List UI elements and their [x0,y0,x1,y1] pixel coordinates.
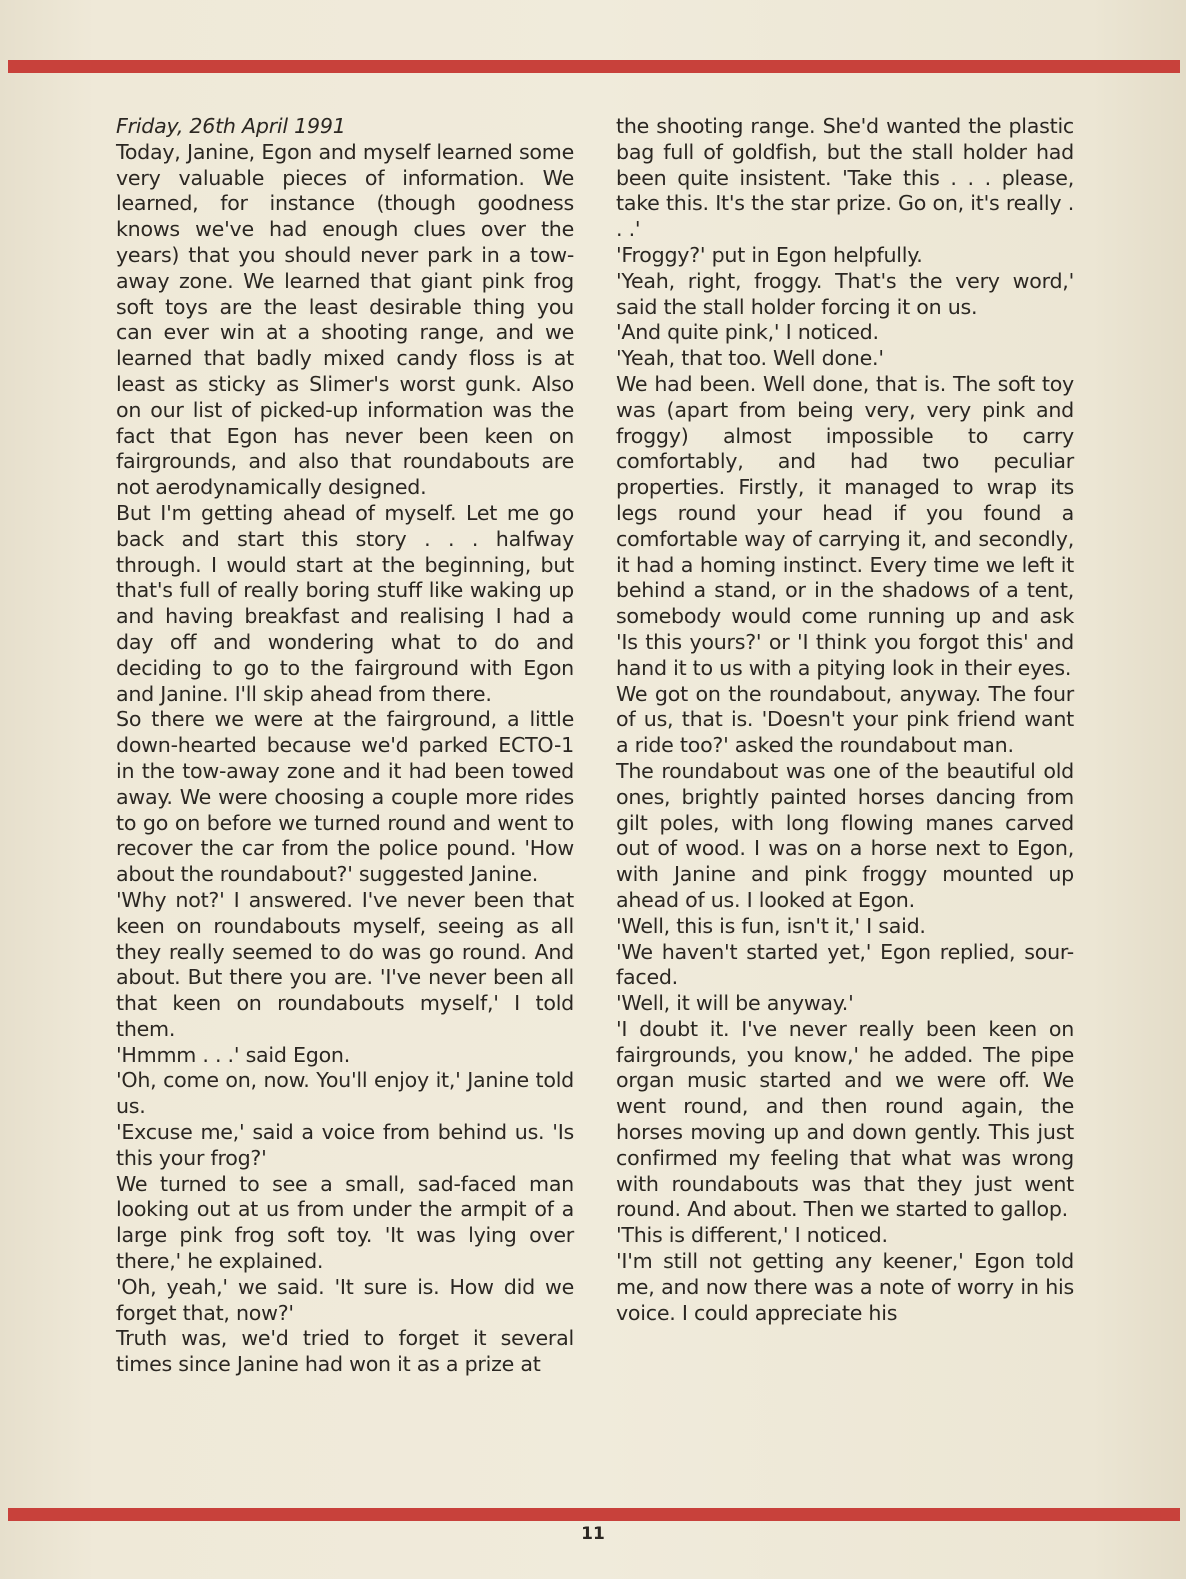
bottom-red-rule [8,1508,1180,1521]
left-column [116,114,574,1378]
paragraph: Today, Janine, Egon and myself learned some very valuable pieces of information. We learned, for instance (though goodness knows we've had enough clues over the years) that you should never park in a tow-away zone. We learned that giant pink frog soft toys are the least desirable thing you can ever win at a shooting range, and we learned that badly mixed candy floss is at least as sticky as Slimer's worst gunk. Also on our list of picked-up information was the fact that Egon has never been keen on fairgrounds, and also that roundabouts are not aerodynamically designed. [116,139,574,500]
paragraph: 'Oh, yeah,' we said. 'It sure is. How did we forget that, now?' [116,1274,574,1325]
paragraph: The roundabout was one of the beautiful old ones, brightly painted horses dancing from gilt poles, with long flowing manes carved out of wood. I was on a horse next to Egon, with Janine and pink froggy mounted up ahead of us. I looked at Egon. [616,758,1074,912]
dateline: Friday, 26th April 1991 [116,114,346,138]
paragraph: We turned to see a small, sad-faced man looking out at us from under the armpit of a large pink frog soft toy. 'It was lying over there,' he explained. [116,1171,574,1274]
paragraph: 'We haven't started yet,' Egon replied, sour-faced. [616,939,1074,990]
paragraph: We had been. Well done, that is. The soft toy was (apart from being very, very pink and froggy) almost impossible to carry comfortably, and had two peculiar properties. Firstly, it managed to wrap its legs round your head if you found a comfortable way of carrying it, and secondly, it had a homing instinct. Every time we left it behind a stand, or in the shadows of a tent, somebody would come running up and ask 'Is this yours?' or 'I think you forgot this' and hand it to us with a pitying look in their eyes. [616,371,1074,680]
paragraph: So there we were at the fairground, a little down-hearted because we'd parked ECTO-1 in the tow-away zone and it had been towed away. We were choosing a couple more rides to go on before we turned round and went to recover the car from the police pound. 'How about the roundabout?' suggested Janine. [116,707,574,887]
paragraph: 'I'm still not getting any keener,' Egon told me, and now there was a note of worry in his voice. I could appreciate his [616,1249,1074,1325]
paragraph: 'Excuse me,' said a voice from behind us. 'Is this your frog?' [116,1120,574,1170]
paragraph: 'This is different,' I noticed. [616,1223,888,1248]
paragraph: the shooting range. She'd wanted the plastic bag full of goldfish, but the stall holder had been quite insistent. 'Take this . . . please, take this. It's the star prize. Go on, it's really . . .' [616,114,1074,242]
right-column [616,114,1074,1326]
paragraph: But I'm getting ahead of myself. Let me go back and start this story . . . halfway through. I would start at the beginning, but that's full of really boring stuff like waking up and having breakfast and realising I had a day off and wondering what to do and deciding to go to the fairground with Egon and Janine. I'll skip ahead from there. [116,500,574,706]
paragraph: 'And quite pink,' I noticed. [616,320,879,345]
paragraph: 'Well, this is fun, isn't it,' I said. [616,913,926,938]
paragraph: 'Yeah, that too. Well done.' [616,346,884,371]
paragraph: Truth was, we'd tried to forget it several times since Janine had won it as a prize at [116,1326,574,1377]
paragraph: 'Hmmm . . .' said Egon. [116,1042,351,1067]
paragraph: 'Why not?' I answered. I've never been that keen on roundabouts myself, seeing as all they really seemed to do was go round. And about. But there you are. 'I've never been all that keen on roundabouts myself,' I told them. [116,887,574,1041]
top-red-rule [8,60,1180,73]
paragraph: 'I doubt it. I've never really been keen on fairgrounds, you know,' he added. The pipe organ music started and we were off. We went round, and then round again, the horses moving up and down gently. This just confirmed my feeling that what was wrong with roundabouts was that they just went round. And about. Then we started to gallop. [616,1016,1074,1222]
paragraph: 'Yeah, right, froggy. That's the very word,' said the stall holder forcing it on us. [616,268,1074,319]
paragraph: 'Oh, come on, now. You'll enjoy it,' Janine told us. [116,1068,574,1119]
page-number: 11 [581,1524,605,1544]
paragraph: 'Well, it will be anyway.' [616,991,854,1016]
paragraph: We got on the roundabout, anyway. The four of us, that is. 'Doesn't your pink friend want a ride too?' asked the roundabout man. [616,681,1074,758]
paragraph: 'Froggy?' put in Egon helpfully. [616,242,923,267]
